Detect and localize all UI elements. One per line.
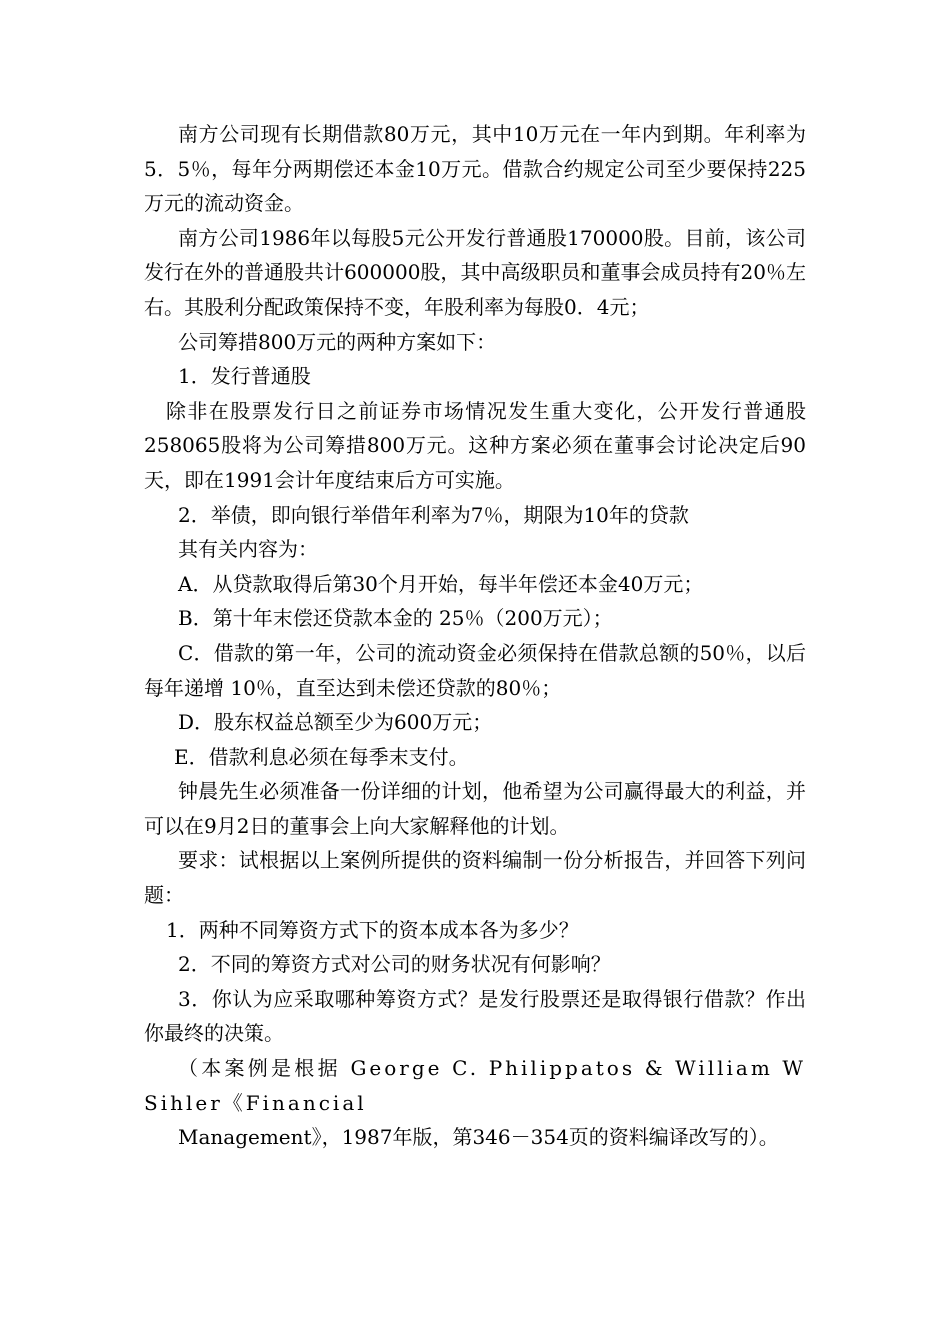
- para-plan-2-title: 2．举债，即向银行举借年利率为7％，期限为10年的贷款: [178, 502, 689, 527]
- para-loan-info: 南方公司现有长期借款80万元，其中10万元在一年内到期。年利率为 5．5％，每年分两期偿还本金10万元。借款合约规定公司至少要保持225万元的流动资金。: [144, 122, 806, 216]
- para-plan-1-detail: 除非在股票发行日之前证券市场情况发生重大变化，公开发行普通股258065股将为公司筹措800万元。这种方案必须在董事会讨论决定后90天，即在1991会计年度结束后方可实施。: [144, 398, 806, 492]
- para-item-d: D．股东权益总额至少为600万元；: [178, 710, 493, 735]
- para-requirements: 要求：试根据以上案例所提供的资料编制一份分析报告，并回答下列问题：: [144, 848, 806, 908]
- para-plan-2-intro: 其有关内容为：: [178, 537, 318, 562]
- para-plans-intro: 公司筹措800万元的两种方案如下：: [178, 329, 497, 354]
- para-item-c: C．借款的第一年，公司的流动资金必须保持在借款总额的50％，以后每年递增 10％，直至达到未偿还贷款的80％；: [144, 640, 806, 700]
- para-plan-1-title: 1．发行普通股: [178, 364, 311, 389]
- para-question-2: 2．不同的筹资方式对公司的财务状况有何影响？: [178, 952, 611, 977]
- para-stock-info: 南方公司1986年以每股5元公开发行普通股170000股。目前，该公司发行在外的普通股共计600000股，其中高级职员和董事会成员持有20％左右。其股利分配政策保持不变，年股利率为每股0．4元；: [144, 225, 806, 319]
- para-item-e: E．借款利息必须在每季末支付。: [174, 744, 469, 769]
- para-plan-explanation: 钟晨先生必须准备一份详细的计划，他希望为公司赢得最大的利益，并可以在9月2日的董事会上向大家解释他的计划。: [144, 779, 806, 838]
- case-text: [144, 117, 806, 1155]
- para-item-b: B．第十年末偿还贷款本金的 25％（200万元）；: [178, 606, 613, 631]
- citation-line-2: Management》，1987年版，第346－354页的资料编译改写的）。: [178, 1125, 779, 1150]
- para-item-a: A．从贷款取得后第30个月开始，每半年偿还本金40万元；: [178, 571, 704, 596]
- para-question-3: 3．你认为应采取哪种筹资方式？是发行股票还是取得银行借款？作出你最终的决策。: [144, 986, 806, 1046]
- para-question-1: 1．两种不同筹资方式下的资本成本各为多少？: [166, 917, 579, 942]
- citation-line-1: （本案例是根据 George C. Philippatos & William W Sihler《Financial: [144, 1056, 806, 1115]
